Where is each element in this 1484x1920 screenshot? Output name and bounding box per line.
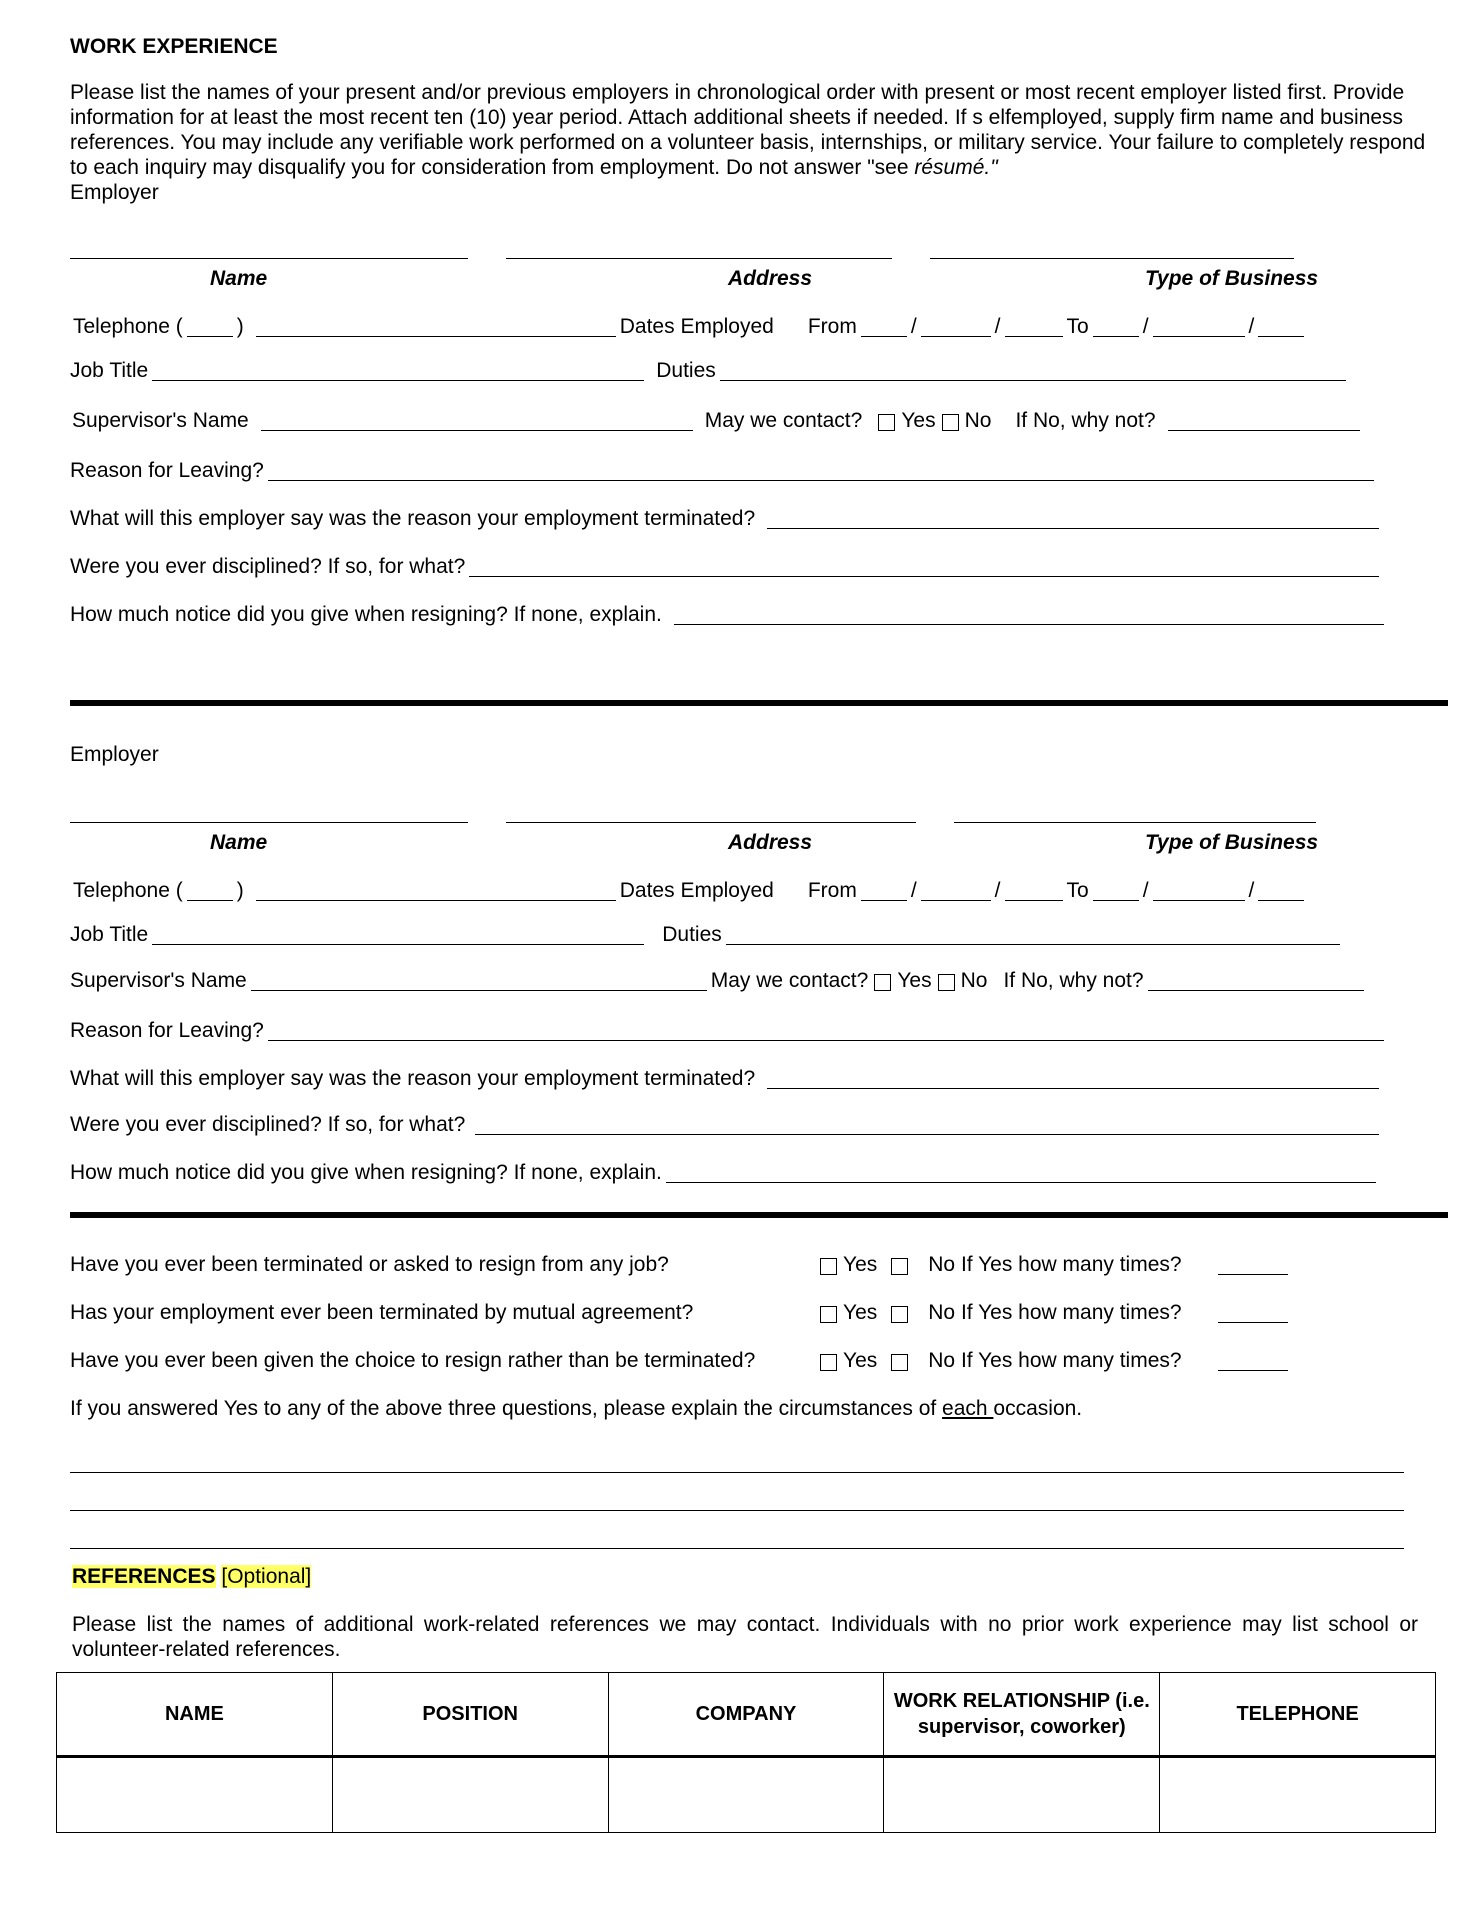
to-label: To [1066,879,1089,902]
yes-label: Yes [843,1253,878,1276]
slash: / [1248,879,1255,902]
intro-paragraph [70,80,1430,180]
from-label: From [807,315,857,338]
telephone-close: ) [236,315,244,338]
employer-2-address-field[interactable] [506,822,916,823]
why-not-field[interactable] [1168,410,1360,431]
job-title-field[interactable] [152,360,644,381]
disciplined-label: Were you ever disciplined? If so, for what? [70,1113,466,1136]
explain-line-3[interactable] [70,1548,1404,1549]
yes-label: Yes [843,1301,878,1324]
reference-position-cell[interactable] [332,1757,608,1833]
employer-2-label: Employer [70,743,159,766]
section-divider [70,700,1448,706]
duties-field[interactable] [726,924,1340,945]
question-1-times-field[interactable] [1218,1254,1288,1275]
telephone-field[interactable] [256,316,616,337]
supervisor-label: Supervisor's Name [70,969,247,992]
references-table [56,1672,1436,1833]
explain-each: each [942,1397,994,1420]
references-description: Please list the names of additional work-related references we may contact. Individuals with no prior work experience may list school or volunteer-related references. [72,1613,1418,1661]
terminated-field[interactable] [767,1068,1379,1089]
column-header-position: POSITION [332,1673,608,1757]
reason-label: Reason for Leaving? [70,459,264,482]
column-header-relationship: WORK RELATIONSHIP (i.e. supervisor, coworker) [884,1673,1160,1757]
reason-field[interactable] [268,1020,1384,1041]
contact-label: May we contact? [710,969,869,992]
employer-1-name-field[interactable] [70,258,468,259]
no-label: No [964,409,992,432]
from-year-field[interactable] [1005,316,1063,337]
employer-2-phone-row [73,876,1308,904]
question-3-label: Have you ever been given the choice to resign rather than be terminated? [70,1349,756,1372]
contact-no-checkbox[interactable] [938,974,955,991]
column-header-telephone: TELEPHONE [1160,1673,1436,1757]
employer-2-type-caption: Type of Business [1145,831,1319,854]
reference-relationship-cell[interactable] [884,1757,1160,1833]
dates-employed-label: Dates Employed [619,315,774,338]
employer-1-label: Employer [70,181,159,204]
contact-no-checkbox[interactable] [942,414,959,431]
duties-field[interactable] [720,360,1346,381]
question-3-times-field[interactable] [1218,1350,1288,1371]
duties-label: Duties [662,923,722,946]
question-1-no-checkbox[interactable] [891,1258,908,1275]
references-header-row [57,1673,1436,1757]
employer-2-disciplined-row [70,1110,1383,1138]
slash: / [910,315,917,338]
from-day-field[interactable] [921,316,991,337]
slash: / [1142,315,1149,338]
employer-1-reason-row [70,456,1378,484]
question-1-yes-checkbox[interactable] [820,1258,837,1275]
notice-field[interactable] [666,1162,1376,1183]
explain-line-1[interactable] [70,1472,1404,1473]
slash: / [910,879,917,902]
employer-1-notice-row [70,600,1388,628]
question-2-label: Has your employment ever been terminated by mutual agreement? [70,1301,694,1324]
employer-2-terminated-row [70,1064,1383,1092]
contact-yes-checkbox[interactable] [878,414,895,431]
question-2-yes-checkbox[interactable] [820,1306,837,1323]
contact-yes-checkbox[interactable] [874,974,891,991]
column-header-name: NAME [57,1673,333,1757]
area-code-field[interactable] [187,316,233,337]
reason-label: Reason for Leaving? [70,1019,264,1042]
slash: / [1248,315,1255,338]
question-1-label: Have you ever been terminated or asked to resign from any job? [70,1253,669,1276]
employer-2-type-field[interactable] [954,822,1316,823]
to-year-field[interactable] [1258,880,1304,901]
employer-2-notice-row [70,1158,1380,1186]
to-year-field[interactable] [1258,316,1304,337]
reason-field[interactable] [268,460,1374,481]
to-month-field[interactable] [1093,316,1139,337]
duties-label: Duties [656,359,716,382]
no-times-label: No If Yes how many times? [928,1301,1182,1324]
slash: / [1142,879,1149,902]
no-times-label: No If Yes how many times? [928,1253,1182,1276]
to-day-field[interactable] [1153,316,1245,337]
column-header-company: COMPANY [608,1673,884,1757]
employer-1-disciplined-row [70,552,1383,580]
references-heading [72,1564,311,1590]
question-1-answer [820,1250,1292,1278]
question-3-answer [820,1346,1292,1374]
question-2-answer [820,1298,1292,1326]
job-title-label: Job Title [70,923,149,946]
question-3-no-checkbox[interactable] [891,1354,908,1371]
notice-field[interactable] [674,604,1384,625]
notice-label: How much notice did you give when resigning? If none, explain. [70,1161,662,1184]
employer-1-type-field[interactable] [930,258,1294,259]
terminated-label: What will this employer say was the reason your employment terminated? [70,507,756,530]
employer-2-address-caption: Address [728,831,813,854]
employer-2-name-caption: Name [210,831,268,854]
to-label: To [1066,315,1089,338]
dates-employed-label: Dates Employed [619,879,774,902]
references-title: REFERENCES [72,1565,216,1588]
supervisor-field[interactable] [251,970,707,991]
slash: / [994,879,1001,902]
section-divider [70,1212,1448,1218]
explain-instruction [70,1396,1082,1422]
employer-1-job-row [70,356,1350,384]
to-month-field[interactable] [1093,880,1139,901]
employer-1-type-caption: Type of Business [1145,267,1319,290]
employer-2-reason-row [70,1016,1388,1044]
from-month-field[interactable] [861,880,907,901]
supervisor-label: Supervisor's Name [72,409,249,432]
employer-1-terminated-row [70,504,1383,532]
references-optional: [Optional] [221,1565,312,1588]
employer-2-job-row [70,920,1344,948]
from-label: From [807,879,857,902]
no-label: No [960,969,988,992]
yes-label: Yes [897,969,932,992]
question-2-no-checkbox[interactable] [891,1306,908,1323]
question-3-yes-checkbox[interactable] [820,1354,837,1371]
disciplined-field[interactable] [469,556,1379,577]
disciplined-label: Were you ever disciplined? If so, for what? [70,555,466,578]
notice-label: How much notice did you give when resigning? If none, explain. [70,603,662,626]
explain-line-2[interactable] [70,1510,1404,1511]
supervisor-field[interactable] [261,410,693,431]
employer-1-phone-row [73,312,1308,340]
slash: / [994,315,1001,338]
explain-suffix: occasion. [993,1397,1083,1420]
employer-1-name-caption: Name [210,267,268,290]
employer-2-name-field[interactable] [70,822,468,823]
employer-2-supervisor-row [70,966,1368,994]
telephone-label: Telephone ( [73,879,183,902]
intro-resume: résumé." [914,156,998,179]
reference-name-cell[interactable] [57,1757,333,1833]
telephone-close: ) [236,879,244,902]
why-not-label: If No, why not? [1003,969,1144,992]
from-day-field[interactable] [921,880,991,901]
no-times-label: No If Yes how many times? [928,1349,1182,1372]
terminated-label: What will this employer say was the reason your employment terminated? [70,1067,756,1090]
telephone-label: Telephone ( [73,315,183,338]
section-title: WORK EXPERIENCE [70,35,278,58]
table-row [57,1757,1436,1833]
from-month-field[interactable] [861,316,907,337]
telephone-field[interactable] [256,880,616,901]
reference-company-cell[interactable] [608,1757,884,1833]
to-day-field[interactable] [1153,880,1245,901]
job-title-field[interactable] [152,924,644,945]
employer-1-address-field[interactable] [506,258,892,259]
yes-label: Yes [901,409,936,432]
disciplined-field[interactable] [475,1114,1379,1135]
terminated-field[interactable] [767,508,1379,529]
job-title-label: Job Title [70,359,149,382]
why-not-label: If No, why not? [1015,409,1156,432]
from-year-field[interactable] [1005,880,1063,901]
question-2-times-field[interactable] [1218,1302,1288,1323]
area-code-field[interactable] [187,880,233,901]
contact-label: May we contact? [704,409,863,432]
intro-text: Please list the names of your present and/or previous employers in chronological order with present or most recent employer listed first. Provide information for at least the most recent ten (10) year period. Attach additional sheets if needed. If s elfemployed, supply firm name and business references. You may include any verifiable work performed on a volunteer basis, internships, or military service. Your failure to completely respond to each inquiry may disqualify you for consideration from employment. Do not answer "see [70,81,1426,179]
reference-telephone-cell[interactable] [1160,1757,1436,1833]
yes-label: Yes [843,1349,878,1372]
explain-prefix: If you answered Yes to any of the above three questions, please explain the circumstances of [70,1397,943,1420]
employer-1-address-caption: Address [728,267,813,290]
employer-1-supervisor-row [72,406,1364,434]
why-not-field[interactable] [1148,970,1364,991]
